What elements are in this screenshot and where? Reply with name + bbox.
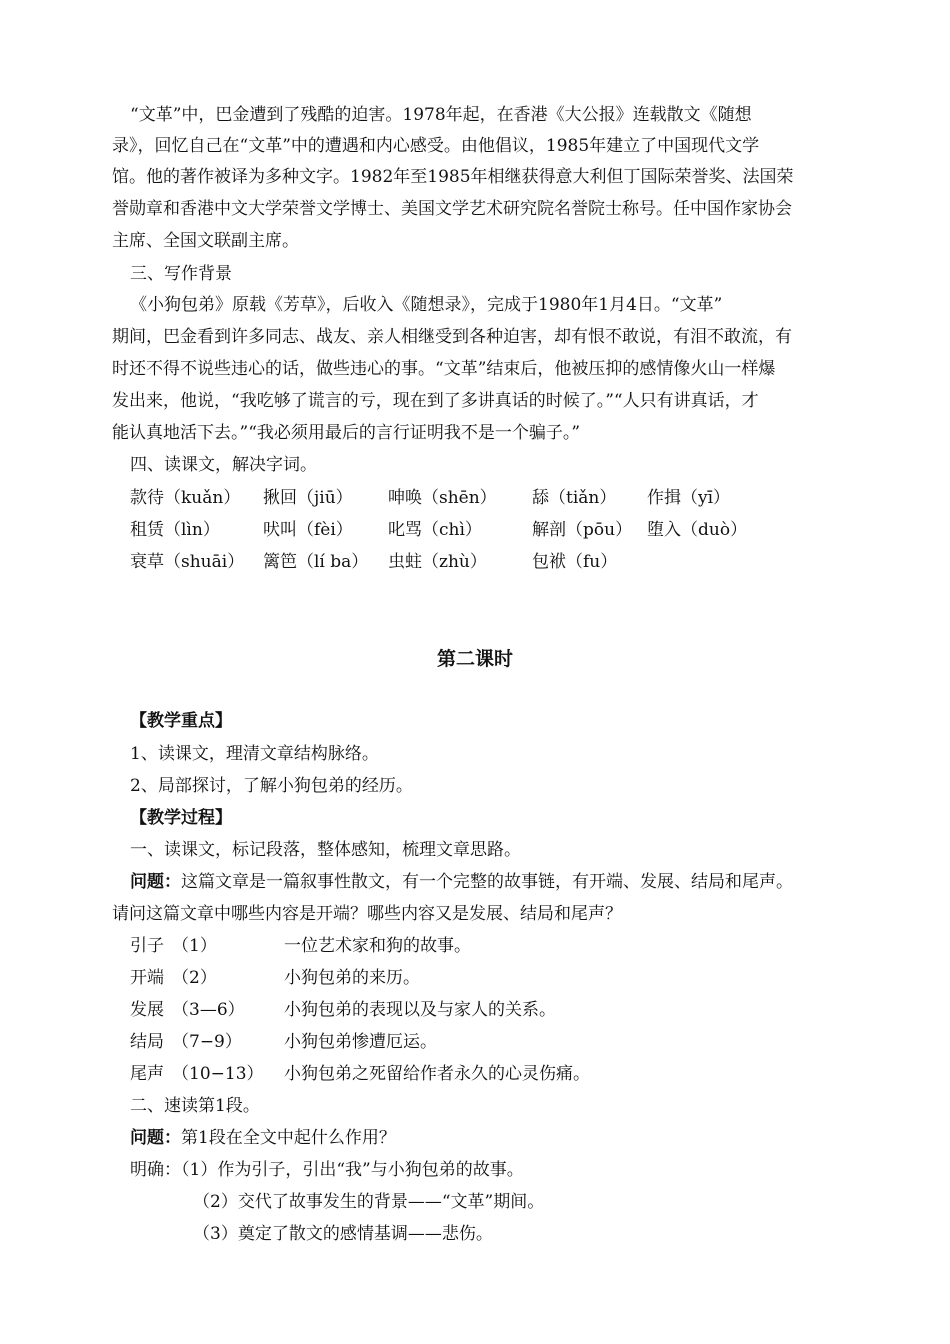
- focus-label: 【教学重点】: [130, 711, 232, 731]
- answer-item: （1）作为引子，引出“我”与小狗包弟的故事。: [181, 1160, 524, 1180]
- vocab-item: 揪回（jiū）: [263, 488, 353, 508]
- answer-label: 明确：: [130, 1160, 181, 1180]
- question-text: 第1段在全文中起什么作用？: [181, 1128, 396, 1148]
- vocab-item: 舔（tiǎn）: [532, 488, 617, 508]
- paragraph-line: “文革”中，巴金遭到了残酷的迫害。1978年起，在香港《大公报》连载散文《随想: [130, 105, 752, 125]
- structure-desc: 一位艺术家和狗的故事。: [284, 936, 471, 956]
- vocab-item: 虫蛀（zhù）: [388, 552, 487, 572]
- answer-item: （3）奠定了散文的感情基调——悲伤。: [193, 1224, 493, 1244]
- vocab-item: 作揖（yī）: [647, 488, 731, 508]
- structure-desc: 小狗包弟之死留给作者永久的心灵伤痛。: [284, 1064, 590, 1084]
- structure-part: 开端: [130, 968, 164, 988]
- vocab-item: 吠叫（fèi）: [263, 520, 353, 540]
- paragraph-line: 馆。他的著作被译为多种文字。1982年至1985年相继获得意大利但丁国际荣誉奖、法国荣: [112, 167, 794, 187]
- vocab-item: 篱笆（lí ba）: [263, 552, 369, 572]
- lesson-title: 第二课时: [436, 648, 513, 670]
- structure-desc: 小狗包弟的来历。: [284, 968, 420, 988]
- section-heading: 四、读课文，解决字词。: [130, 455, 317, 475]
- vocab-item: 款待（kuǎn）: [130, 488, 241, 508]
- question-line: [130, 870, 793, 894]
- structure-part: 结局: [130, 1032, 164, 1052]
- answer-line: [130, 1158, 524, 1182]
- paragraph-line: 能认真地活下去。”“我必须用最后的言行证明我不是一个骗子。”: [112, 423, 581, 443]
- structure-part: 发展: [130, 1000, 164, 1020]
- structure-range: （2）: [172, 968, 217, 988]
- vocab-item: 解剖（pōu）: [532, 520, 633, 540]
- vocab-item: 叱骂（chì）: [388, 520, 482, 540]
- paragraph-line: 期间，巴金看到许多同志、战友、亲人相继受到各种迫害，却有恨不敢说，有泪不敢流，有: [112, 327, 792, 347]
- focus-item: 2、局部探讨，了解小狗包弟的经历。: [130, 776, 413, 796]
- question-label: 问题：: [130, 1128, 181, 1148]
- structure-desc: 小狗包弟惨遭厄运。: [284, 1032, 437, 1052]
- structure-part: 引子: [130, 936, 164, 956]
- question-continuation: 请问这篇文章中哪些内容是开端？哪些内容又是发展、结局和尾声？: [112, 904, 622, 924]
- vocab-item: 衰草（shuāi）: [130, 552, 245, 572]
- question-label: 问题：: [130, 872, 181, 892]
- process-label: 【教学过程】: [130, 808, 232, 828]
- vocab-item: 包袱（fu）: [532, 552, 618, 572]
- answer-item: （2）交代了故事发生的背景——“文革”期间。: [193, 1192, 545, 1212]
- question-line: [130, 1126, 396, 1150]
- structure-range: （3—6）: [172, 1000, 245, 1020]
- paragraph-line: 《小狗包弟》原载《芳草》，后收入《随想录》，完成于1980年1月4日。“文革”: [130, 295, 723, 315]
- structure-range: （1）: [172, 936, 217, 956]
- paragraph-line: 发出来，他说，“我吃够了谎言的亏，现在到了多讲真话的时候了。”“人只有讲真话，才: [112, 391, 759, 411]
- section-heading: 三、写作背景: [130, 264, 232, 284]
- vocab-item: 租赁（lìn）: [130, 520, 220, 540]
- question-text: 这篇文章是一篇叙事性散文，有一个完整的故事链，有开端、发展、结局和尾声。: [181, 872, 793, 892]
- focus-item: 1、读课文，理清文章结构脉络。: [130, 744, 379, 764]
- step-heading: 一、读课文，标记段落，整体感知，梳理文章思路。: [130, 840, 521, 860]
- paragraph-line: 录》，回忆自己在“文革”中的遭遇和内心感受。由他倡议，1985年建立了中国现代文学: [112, 136, 760, 156]
- structure-part: 尾声: [130, 1064, 164, 1084]
- structure-range: （10−13）: [172, 1064, 264, 1084]
- vocab-item: 呻唤（shēn）: [388, 488, 497, 508]
- paragraph-line: 时还不得不说些违心的话，做些违心的事。“文革”结束后，他被压抑的感情像火山一样爆: [112, 359, 776, 379]
- paragraph-line: 主席、全国文联副主席。: [112, 231, 299, 251]
- step-heading: 二、速读第1段。: [130, 1096, 260, 1116]
- structure-desc: 小狗包弟的表现以及与家人的关系。: [284, 1000, 556, 1020]
- structure-range: （7−9）: [172, 1032, 242, 1052]
- vocab-item: 堕入（duò）: [647, 520, 748, 540]
- paragraph-line: 誉勋章和香港中文大学荣誉文学博士、美国文学艺术研究院名誉院士称号。任中国作家协会: [112, 199, 792, 219]
